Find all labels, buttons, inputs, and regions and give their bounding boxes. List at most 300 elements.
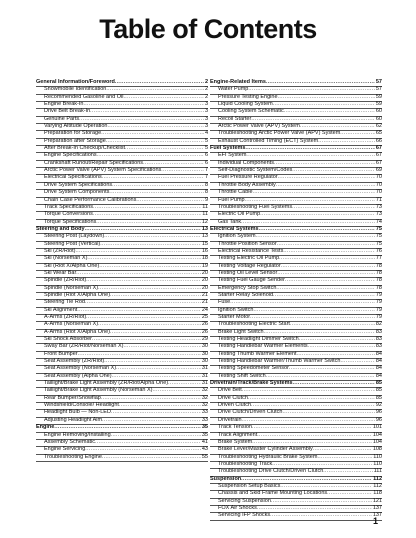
dot-leader <box>90 108 204 115</box>
toc-entry-title: Ski Shock Absorber <box>44 336 92 343</box>
dot-leader <box>251 116 375 123</box>
toc-entry-page: 31 <box>201 365 208 372</box>
toc-entry-title: Troubleshooting Track <box>218 460 273 467</box>
dot-leader <box>308 343 375 350</box>
dot-leader <box>85 226 201 233</box>
toc-entry-page: 4 <box>204 130 208 137</box>
toc-entry-page: 30 <box>201 343 208 350</box>
dot-leader <box>266 79 375 86</box>
toc-entry-title: General Information/Foreword <box>36 79 115 85</box>
toc-entry[interactable] <box>210 513 382 520</box>
toc-entry-title: Throttle Body Assembly <box>218 181 276 188</box>
toc-entry[interactable] <box>36 455 208 462</box>
toc-entry-title: Seat Assembly (ZR/Riot) <box>44 358 105 365</box>
toc-entry-page: 11 <box>202 211 208 218</box>
dot-leader <box>252 424 372 431</box>
toc-entry-page: 79 <box>375 306 382 313</box>
toc-entry-page: 3 <box>204 108 208 115</box>
dot-leader <box>245 197 375 204</box>
toc-entry-page: 31 <box>201 372 208 379</box>
toc-entry-title: Individual Components <box>218 159 274 166</box>
dot-leader <box>250 314 375 321</box>
toc-entry-title: Steering Tie Rod <box>44 299 85 306</box>
toc-entry-page: 7 <box>204 174 208 181</box>
toc-entry-title: Drivetrain <box>218 416 242 423</box>
toc-entry-page: 32 <box>201 402 208 409</box>
toc-entry-page: 5 <box>204 145 208 152</box>
toc-entry-page: 3 <box>204 123 208 130</box>
toc-entry-page: 83 <box>375 343 382 350</box>
toc-entry-title: EFI System <box>218 152 247 159</box>
toc-entry-page: 31 <box>201 380 208 387</box>
toc-entry-page: 20 <box>201 277 208 284</box>
toc-entry-page: 83 <box>375 328 382 335</box>
toc-entry-title: Chain Case Performance Calibrations <box>44 196 137 203</box>
toc-entry-title: Steering Post (Laydown) <box>44 233 105 240</box>
dot-leader <box>251 402 375 409</box>
dot-leader <box>242 417 375 424</box>
toc-entry-page: 13 <box>201 225 208 232</box>
toc-entry-title: Rear Bumper/Snowflap <box>44 394 101 401</box>
toc-entry-title: Testing Handlebar Warmer/Thumb Warmer Switch <box>218 358 341 365</box>
dot-leader <box>257 505 372 512</box>
toc-entry-page: 26 <box>201 321 208 328</box>
toc-entry-title: Testing Speedometer Sensor <box>218 365 289 372</box>
dot-leader <box>104 233 201 240</box>
toc-entry-page: 59 <box>375 93 382 100</box>
dot-leader <box>98 321 201 328</box>
dot-leader <box>248 86 375 93</box>
dot-leader <box>284 108 375 115</box>
toc-entry-page: 24 <box>201 306 208 313</box>
toc-entry-title: Recommended Gasoline and Oil <box>44 93 124 100</box>
toc-entry-page: 3 <box>204 115 208 122</box>
dot-leader <box>86 314 201 321</box>
toc-entry-page: 8 <box>204 181 208 188</box>
toc-entry-title: Troubleshooting Engine <box>44 453 102 460</box>
toc-entry-title: Electric Oil Pump <box>218 211 261 218</box>
toc-entry-title: Engine <box>36 424 55 431</box>
dot-leader <box>241 219 375 226</box>
toc-entry-title: Testing Electric Oil Pump <box>218 255 280 262</box>
toc-entry-page: 66 <box>375 137 382 144</box>
dot-leader <box>289 365 375 372</box>
toc-entry-title: Taillight/Brake Light Assembly (ZR/Riot/Alpha One) <box>44 380 169 387</box>
dot-leader <box>241 476 372 483</box>
dot-leader <box>77 307 201 314</box>
toc-entry-page: 118 <box>373 490 382 497</box>
toc-entry-title: Engine-Related Items <box>210 79 266 85</box>
toc-entry-page: 59 <box>375 101 382 108</box>
dot-leader <box>253 307 374 314</box>
toc-entry-title: Varying Altitude Operation <box>44 123 108 130</box>
toc-entry-title: Servicing IFP Shocks <box>218 512 271 519</box>
toc-entry-title: Electrical Resistance Tests <box>218 247 284 254</box>
toc-entry-title: Engine Removing/Installing <box>44 431 111 438</box>
toc-entry-title: Torque Conversions <box>44 211 93 218</box>
dot-leader <box>98 285 201 292</box>
toc-entry-page: 43 <box>201 446 208 453</box>
dot-leader <box>318 138 375 145</box>
toc-entry-title: Suspension <box>210 475 242 482</box>
toc-entry-page: 79 <box>375 314 382 320</box>
toc-entry-page: 84 <box>375 372 382 379</box>
toc-entry-page: 15 <box>201 240 208 247</box>
toc-entry-title: A-Arms (Riot X/Alpha One) <box>44 328 111 335</box>
toc-entry-title: Preparation after Storage <box>44 137 106 144</box>
toc-entry-page: 85 <box>375 387 382 394</box>
toc-entry-title: Ski Wear Bar <box>44 269 77 276</box>
toc-entry-title: Steering and Body <box>36 225 85 232</box>
dot-leader <box>87 255 200 262</box>
toc-entry-title: Ski Alignment <box>44 306 78 313</box>
toc-entry-title: Troubleshooting Fuel Systems <box>218 203 293 210</box>
dot-leader <box>257 432 372 439</box>
dot-leader <box>136 197 204 204</box>
toc-entry-page: 108 <box>372 446 382 453</box>
toc-entry-page: 33 <box>201 416 208 423</box>
dot-leader <box>102 417 201 424</box>
toc-entry-page: 3 <box>204 101 208 108</box>
toc-entry-page: 74 <box>375 218 382 225</box>
toc-entry-title: Drive System Components <box>44 189 110 196</box>
toc-entry-page: 60 <box>375 115 382 122</box>
toc-entry-page: 57 <box>375 79 382 85</box>
toc-entry-page: 78 <box>375 262 382 269</box>
toc-entry-page: 35 <box>201 431 208 438</box>
dot-leader <box>97 152 204 159</box>
toc-entry-page: 6 <box>204 152 208 159</box>
toc-entry-page: 33 <box>201 409 208 416</box>
toc-entry-page: 60 <box>375 108 382 115</box>
toc-entry-title: Suspension Setup Basics <box>218 482 281 489</box>
toc-entry-page: 67 <box>375 145 382 152</box>
toc-entry-title: Steering Post (Vertical) <box>44 240 101 247</box>
toc-entry-title: Fuel Pump <box>218 196 245 203</box>
toc-entry-page: 35 <box>201 424 208 431</box>
toc-entry-page: 19 <box>201 262 208 269</box>
toc-entry-page: 41 <box>201 438 208 445</box>
toc-entry-page: 84 <box>375 365 382 372</box>
toc-entry-title: Drivetrain/Track/Brake Systems <box>210 380 293 387</box>
toc-entry-page: 78 <box>375 277 382 284</box>
toc-entry-page: 96 <box>375 416 382 423</box>
toc-entry-title: Troubleshooting Arctic Power Valve (APV) System <box>218 130 341 137</box>
dot-leader <box>276 182 375 189</box>
dot-leader <box>283 409 375 416</box>
dot-leader <box>248 395 375 402</box>
toc-entry-title: Troubleshooting Electric Start <box>218 321 290 328</box>
toc-entry-page: 110 <box>373 460 382 467</box>
dot-leader <box>266 373 375 380</box>
toc-entry-page: 110 <box>373 453 382 460</box>
toc-entry-page: 6 <box>204 159 208 166</box>
dot-leader <box>111 432 201 439</box>
toc-entry-page: 112 <box>373 475 382 482</box>
toc-entry-page: 26 <box>201 328 208 335</box>
toc-entry-page: 20 <box>201 284 208 291</box>
toc-entry-title: Self-Diagnostic System/Codes <box>218 167 293 174</box>
toc-entry-title: Cooling System Schematic <box>218 108 284 115</box>
toc-entry-title: Testing Fuel Gauge Sender <box>218 277 285 284</box>
toc-entry-page: 12 <box>201 218 208 225</box>
dot-leader <box>86 277 201 284</box>
dot-leader <box>277 270 375 277</box>
toc-entry-title: Emergency Stop Switch <box>218 284 277 291</box>
toc-entry-title: Ski (ZR/Riot) <box>44 247 76 254</box>
toc-entry-page: 92 <box>375 402 382 409</box>
dot-leader <box>272 461 372 468</box>
toc-entry-title: A-Arms (Norseman X) <box>44 321 99 328</box>
toc-right-column <box>210 80 382 521</box>
dot-leader <box>153 387 201 394</box>
toc-entry-title: Engine Break-In <box>44 101 84 108</box>
dot-leader <box>93 204 201 211</box>
dot-leader <box>270 512 372 519</box>
toc-entry-title: Fuel Pressure Regulator <box>218 174 278 181</box>
dot-leader <box>299 336 375 343</box>
toc-entry-title: Testing Shift Switch <box>218 372 266 379</box>
toc-entry-title: Drive Clutch/Driven Clutch <box>218 409 283 416</box>
dot-leader <box>260 211 375 218</box>
toc-entry-title: Electrical Systems <box>210 225 259 232</box>
toc-entry-title: Torque Specifications <box>44 218 97 225</box>
toc-entry-page: 2 <box>204 79 208 85</box>
toc-left-column <box>36 80 208 462</box>
toc-entry-title: Drive Clutch <box>218 394 248 401</box>
toc-entry-title: Ignition Switch <box>218 306 254 313</box>
toc-entry-page: 79 <box>375 291 382 298</box>
dot-leader <box>143 160 204 167</box>
page-title: Table of Contents <box>99 14 317 44</box>
dot-leader <box>93 211 201 218</box>
toc-entry-title: Starter Motor <box>218 314 251 320</box>
toc-entry-title: Exhaust Controlled Timing (ECT) System <box>218 137 319 144</box>
toc-entry-page: 73 <box>375 203 382 210</box>
toc-entry-page: 96 <box>375 409 382 416</box>
toc-entry-page: 76 <box>375 247 382 254</box>
toc-entry-title: Throttle Position Sensor <box>218 240 277 247</box>
dot-leader <box>281 263 375 270</box>
toc-entry-page: 73 <box>375 211 382 218</box>
dot-leader <box>273 101 375 108</box>
toc-entry-title: Chassis and Skid Frame Mounting Locations <box>218 490 328 497</box>
toc-entry-title: Testing Handlebar Warmer Elements <box>218 343 308 350</box>
dot-leader <box>102 454 201 461</box>
dot-leader <box>116 365 201 372</box>
toc-entry-page: 75 <box>375 233 382 240</box>
toc-entry-title: Spindle (ZR/Riot) <box>44 277 87 284</box>
dot-leader <box>108 123 204 130</box>
toc-entry-title: Front Bumper <box>44 350 78 357</box>
dot-leader <box>101 395 201 402</box>
page-number: 1 <box>372 516 378 526</box>
toc-entry-page: 67 <box>375 159 382 166</box>
toc-entry-page: 71 <box>375 196 382 203</box>
toc-entry-title: Drive System Specifications <box>44 181 113 188</box>
dot-leader <box>119 402 201 409</box>
toc-entry-page: 83 <box>375 336 382 343</box>
toc-entry-title: Servicing Suspension <box>218 497 271 504</box>
toc-entry-title: Preparation for Storage <box>44 130 102 137</box>
dot-leader <box>83 101 203 108</box>
toc-entry-page: 20 <box>201 269 208 276</box>
dot-leader <box>85 299 201 306</box>
toc-entry-page: 9 <box>204 196 208 203</box>
dot-leader <box>252 439 372 446</box>
dot-leader <box>75 248 200 255</box>
toc-entry-title: Engine Specifications <box>44 152 97 159</box>
dot-leader <box>112 373 201 380</box>
toc-entry-page: 55 <box>201 453 208 460</box>
toc-entry-page: 104 <box>372 438 382 445</box>
toc-entry-page: 65 <box>375 130 382 137</box>
toc-entry-title: Snowmobile Identification <box>44 86 107 93</box>
toc-entry-title: Water Pump <box>218 86 249 93</box>
toc-entry-page: 11 <box>202 203 208 210</box>
toc-entry-title: Drive Belt Break-In <box>44 108 91 115</box>
toc-entry-title: Fuse <box>218 299 231 306</box>
toc-entry-page: 32 <box>201 387 208 394</box>
toc-entry-title: Throttle Cable <box>218 189 253 196</box>
toc-entry-title: Arctic Power Valve (APV) System <box>218 123 300 130</box>
toc-entry-title: Testing Voltage Regulator <box>218 262 281 269</box>
toc-entry-page: 78 <box>375 284 382 291</box>
toc-entry-page: 111 <box>373 468 382 475</box>
dot-leader <box>106 138 204 145</box>
toc-entry-title: A-Arms (ZR/Riot) <box>44 314 87 320</box>
toc-entry-title: Brake System <box>218 438 253 445</box>
dot-leader <box>283 248 375 255</box>
dot-leader <box>99 263 201 270</box>
toc-entry-title: Adjusting Headlight Aim <box>44 416 103 423</box>
toc-entry-title: Ignition System <box>218 233 256 240</box>
toc-entry-page: 5 <box>204 137 208 144</box>
dot-leader <box>340 358 374 365</box>
dot-leader <box>253 189 375 196</box>
dot-leader <box>277 241 375 248</box>
toc-entry-title: Ski (Norseman X) <box>44 255 88 262</box>
toc-entry-page: 8 <box>204 189 208 196</box>
dot-leader <box>92 336 201 343</box>
dot-leader <box>245 145 374 152</box>
toc-entry-page: 7 <box>204 167 208 174</box>
toc-entry-page: 62 <box>375 123 382 130</box>
toc-entry-page: 121 <box>372 497 382 504</box>
toc-entry-title: Ski (Riot X/Alpha One) <box>44 262 100 269</box>
dot-leader <box>112 182 204 189</box>
toc-entry-page: 104 <box>372 431 382 438</box>
dot-leader <box>76 270 201 277</box>
dot-leader <box>323 468 372 475</box>
toc-entry-page: 75 <box>375 225 382 232</box>
dot-leader <box>297 351 375 358</box>
toc-entry-title: Troubleshooting Hydraulic Brake System <box>218 453 318 460</box>
toc-entry-page: 67 <box>375 152 382 159</box>
dot-leader <box>278 94 375 101</box>
toc-entry-title: Engine Servicing <box>44 446 86 453</box>
dot-leader <box>54 424 201 431</box>
dot-leader <box>313 446 372 453</box>
toc-entry-title: Spindle (Riot X/Alpha One) <box>44 291 111 298</box>
dot-leader <box>327 490 372 497</box>
dot-leader <box>106 86 204 93</box>
dot-leader <box>115 79 204 86</box>
toc-entry-title: Testing Oil Level Sensor <box>218 269 278 276</box>
toc-entry-page: 101 <box>372 424 382 431</box>
toc-entry-title: FOX Air Shocks <box>218 504 257 511</box>
toc-entry-page: 78 <box>375 269 382 276</box>
toc-entry-title: Seat Assembly (Norseman X) <box>44 365 117 372</box>
dot-leader <box>293 380 375 387</box>
toc-entry-page: 70 <box>375 174 382 181</box>
dot-leader <box>101 130 204 137</box>
dot-leader <box>85 446 201 453</box>
dot-leader <box>300 123 375 130</box>
toc-entry-title: Testing Headlight Dimmer Switch <box>218 336 299 343</box>
toc-entry-title: Fuel Systems <box>210 145 246 152</box>
toc-entry-page: 137 <box>372 504 382 511</box>
toc-entry-page: 25 <box>201 314 208 320</box>
toc-entry-title: Gas Tank <box>218 218 242 225</box>
toc-entry-page: 82 <box>375 321 382 328</box>
dot-leader <box>259 226 375 233</box>
toc-entry-title: Track Alignment <box>218 431 258 438</box>
toc-entry-page: 85 <box>375 380 382 387</box>
toc-entry-title: Troubleshooting Drive Clutch/Driven Clutch <box>218 468 324 475</box>
dot-leader <box>110 329 201 336</box>
toc-entry-page: 2 <box>204 86 208 93</box>
dot-leader <box>280 483 372 490</box>
toc-entry-page: 18 <box>201 255 208 262</box>
dot-leader <box>279 255 375 262</box>
toc-entry-title: Brake Light Switch <box>218 328 264 335</box>
dot-leader <box>79 116 204 123</box>
dot-leader <box>123 343 200 350</box>
toc-entry-page: 70 <box>375 189 382 196</box>
toc-entry-page: 79 <box>375 299 382 306</box>
dot-leader <box>285 277 375 284</box>
toc-entry-title: Arctic Power Valve (APV) System Specifications <box>44 167 162 174</box>
toc-entry-title: Spindle (Norseman X) <box>44 284 99 291</box>
dot-leader <box>100 241 201 248</box>
toc-entry-title: Taillight/Brake Light Assembly (Norseman X) <box>44 387 153 394</box>
toc-entry-page: 13 <box>201 233 208 240</box>
dot-leader <box>168 380 201 387</box>
toc-entry-page: 29 <box>201 336 208 343</box>
toc-entry-title: Track Tension <box>218 424 252 431</box>
toc-entry-page: 16 <box>201 247 208 254</box>
dot-leader <box>292 167 375 174</box>
toc-entry-page: 2 <box>204 93 208 100</box>
toc-entry-page: 32 <box>201 394 208 401</box>
toc-entry-title: Liquid Cooling System <box>218 101 273 108</box>
toc-entry-title: Genuine Parts <box>44 115 80 122</box>
toc-entry-title: Assembly Schematic <box>44 438 96 445</box>
toc-entry-title: Pressure Testing Engine <box>218 93 278 100</box>
toc-entry-page: 70 <box>375 181 382 188</box>
dot-leader <box>317 454 372 461</box>
dot-leader <box>256 233 375 240</box>
toc-entry-title: Electrical Specifications <box>44 174 102 181</box>
toc-entry-page: 137 <box>372 512 382 519</box>
dot-leader <box>273 292 375 299</box>
dot-leader <box>274 160 375 167</box>
dot-leader <box>340 130 375 137</box>
dot-leader <box>242 387 375 394</box>
dot-leader <box>264 329 375 336</box>
dot-leader <box>292 204 375 211</box>
